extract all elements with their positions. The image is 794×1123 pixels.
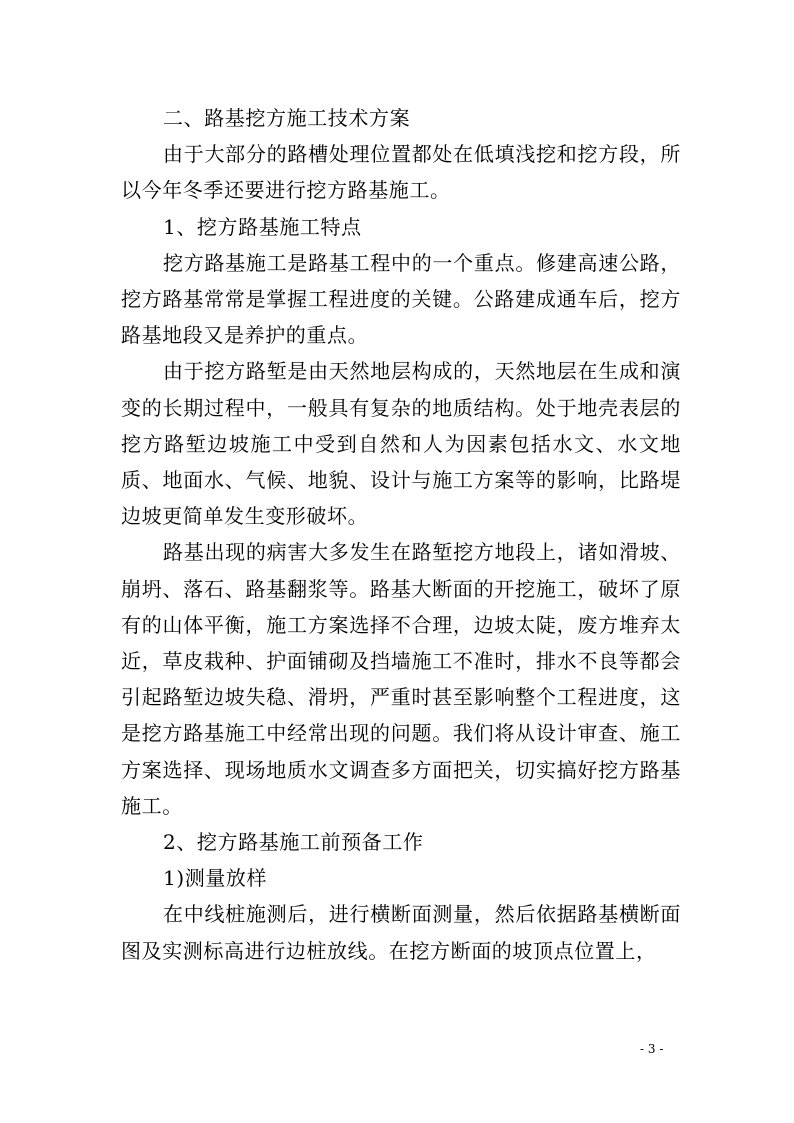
page-number: - 3 - [640, 1042, 664, 1056]
paragraph-survey: 在中线桩施测后，进行横断面测量，然后依据路基横断面图及实测标高进行边桩放线。在挖方断面的坡顶点位置上， [121, 902, 681, 963]
paragraph-intro: 由于大部分的路槽处理位置都处在低填浅挖和挖方段，所以今年冬季还要进行挖方路基施工。 [121, 142, 681, 203]
subsection-heading-1: 1、挖方路基施工特点 [163, 214, 362, 239]
subsection-heading-2: 2、挖方路基施工前预备工作 [163, 830, 424, 855]
item-heading-survey: 1)测量放样 [163, 866, 268, 891]
paragraph-problems: 路基出现的病害大多发生在路堑挖方地段上，诸如滑坡、崩坍、落石、路基翻浆等。路基大断面的开挖施工，破坏了原有的山体平衡，施工方案选择不合理，边坡太陡，废方堆弃太近，草皮栽种、护面铺砌及挡墙施工不准时，排水不良等都会引起路堑边坡失稳、滑坍，严重时甚至影响整个工程进度，这是挖方路基施工中经常出现的问题。我们将从设计审查、施工方案选择、现场地质水文调查多方面把关，切实搞好挖方路基施工。 [121, 540, 681, 818]
section-heading: 二、路基挖方施工技术方案 [163, 106, 411, 130]
document-body [121, 100, 681, 969]
paragraph-features: 挖方路基施工是路基工程中的一个重点。修建高速公路，挖方路基常常是掌握工程进度的关键。公路建成通车后，挖方路基地段又是养护的重点。 [121, 250, 681, 348]
paragraph-geology: 由于挖方路堑是由天然地层构成的，天然地层在生成和演变的长期过程中，一般具有复杂的地质结构。处于地壳表层的挖方路堑边坡施工中受到自然和人为因素包括水文、水文地质、地面水、气候、地貌、设计与施工方案等的影响，比路堤边坡更简单发生变形破坏。 [121, 359, 681, 529]
